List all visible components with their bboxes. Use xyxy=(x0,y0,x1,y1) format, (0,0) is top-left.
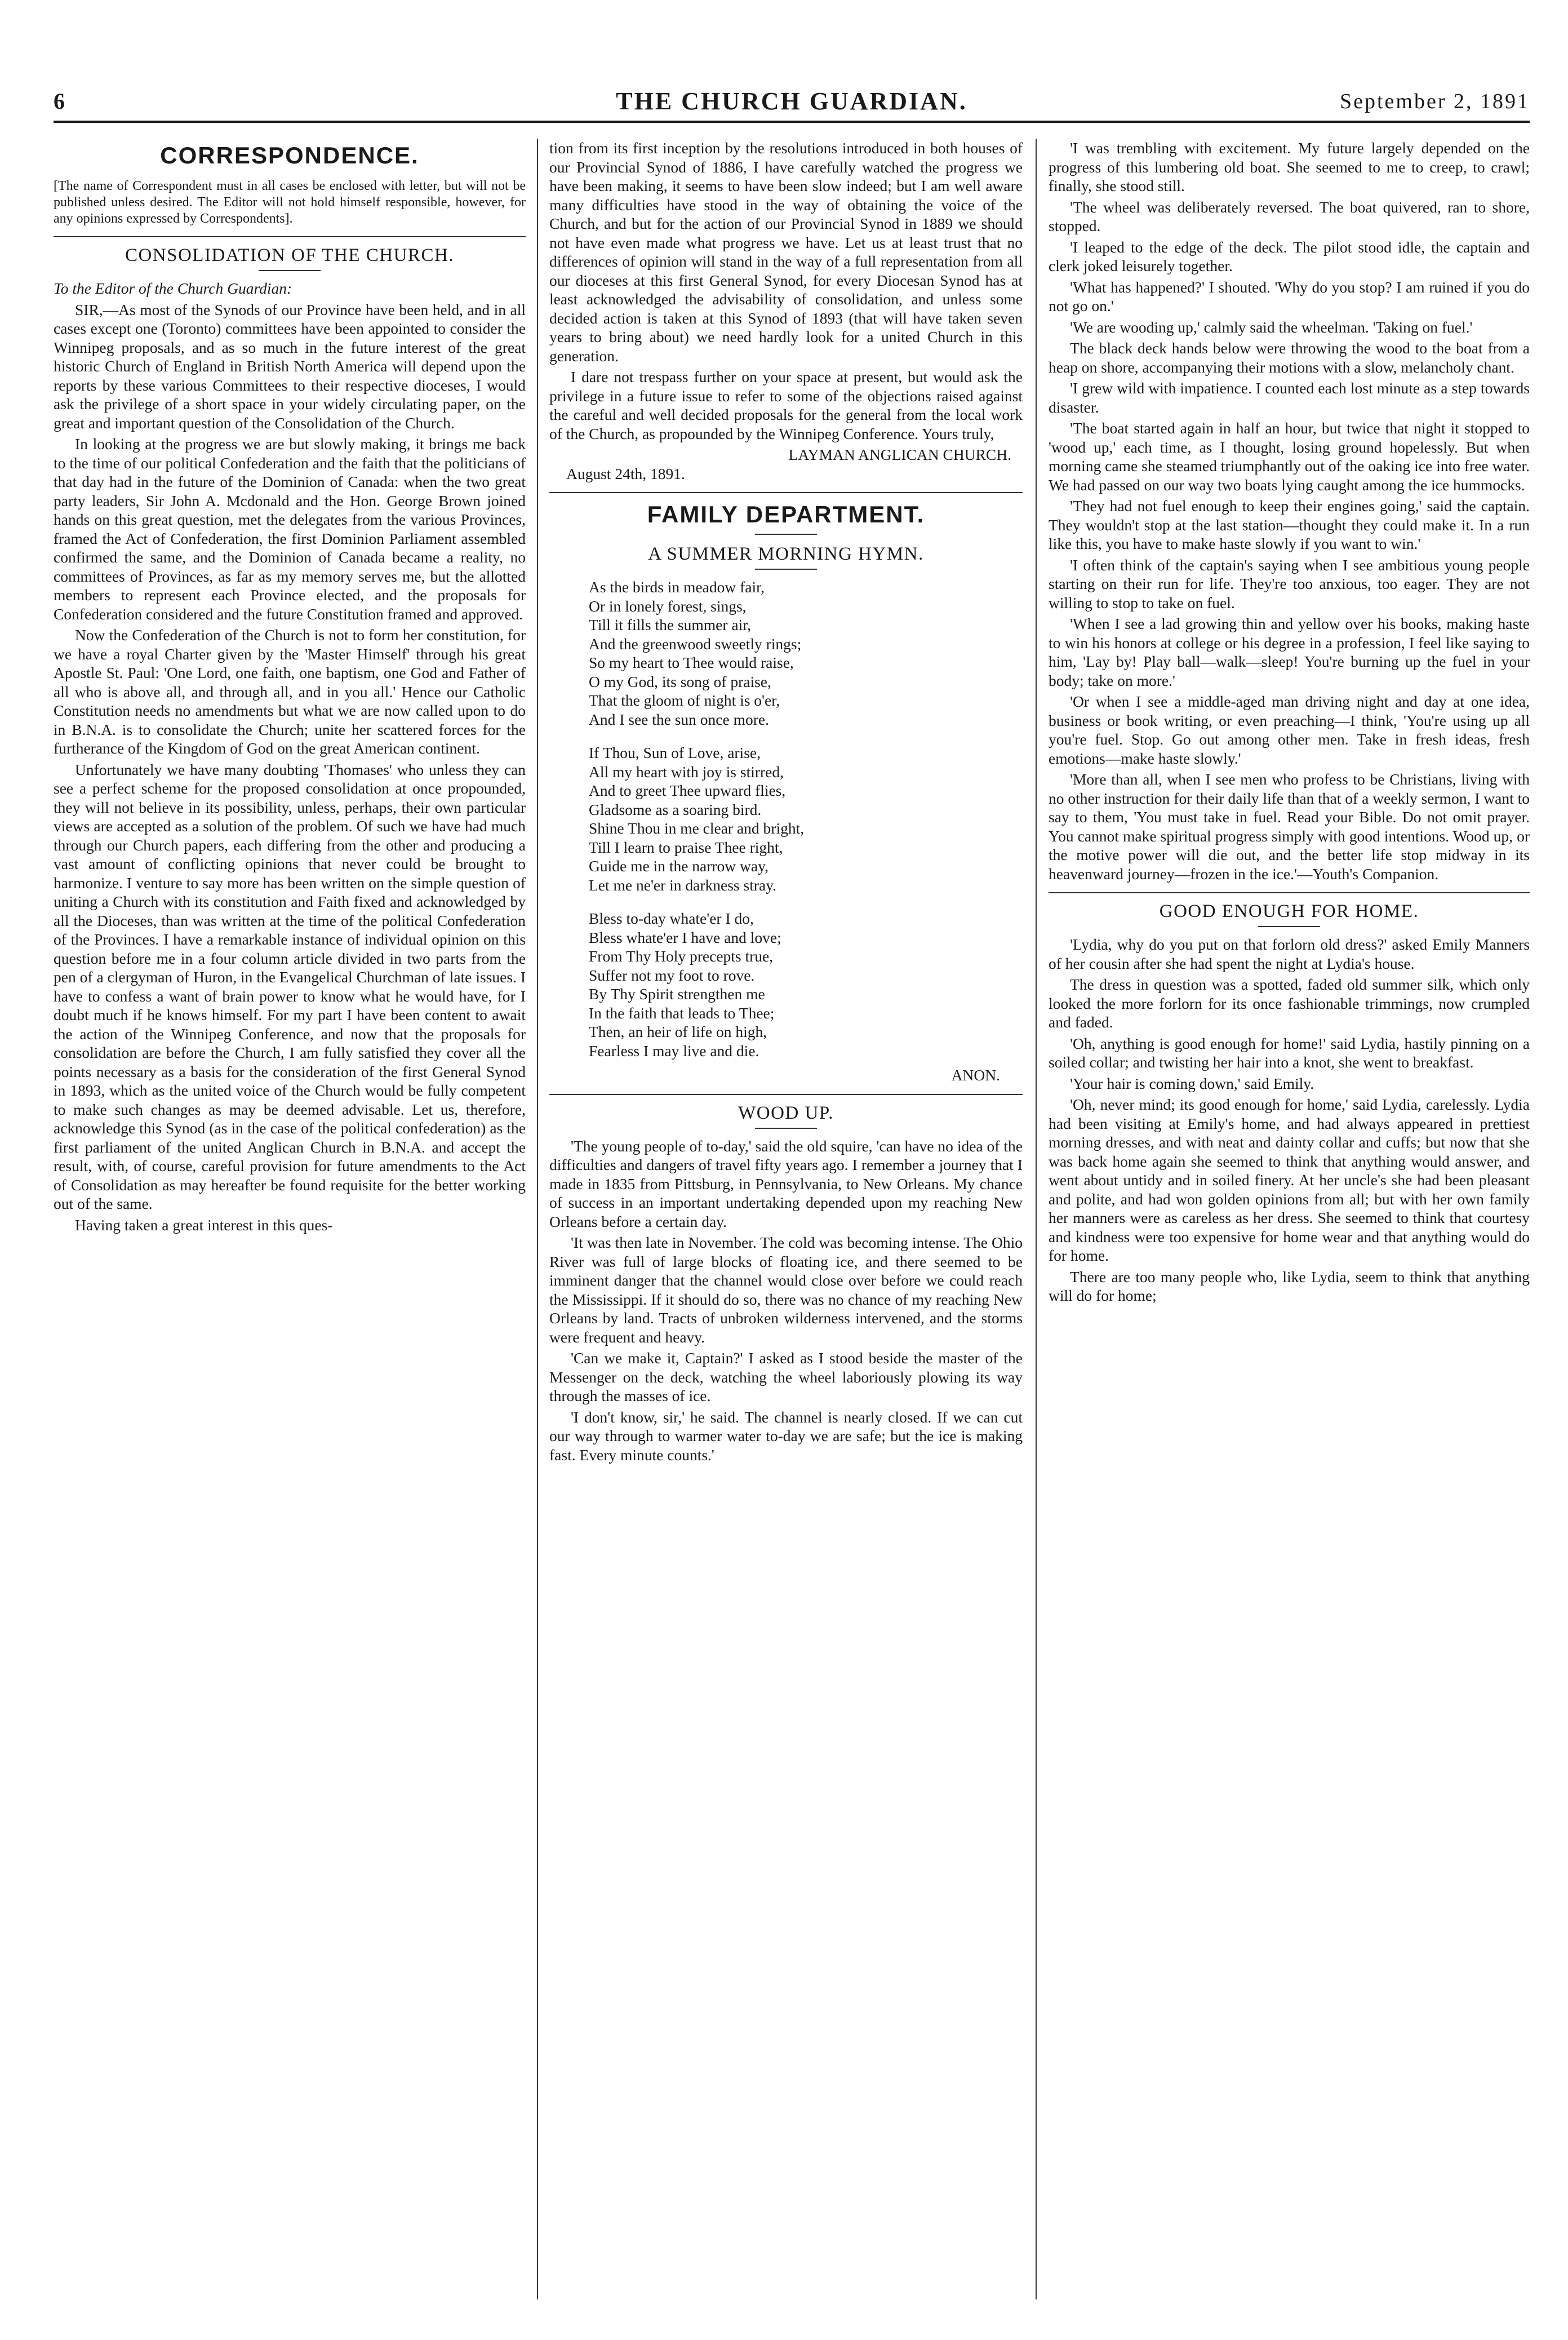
poem-line: Guide me in the narrow way, xyxy=(589,857,769,875)
poem-line: And I see the sun once more. xyxy=(589,710,769,728)
paragraph: In looking at the progress we are but slowly making, it brings me back to the time of our political Confederation and the faith that the politicians of that day had in the future of the Dominion of Canada: when the two great party leaders, Sir John A. Mcdonald and the Hon. George Brown joined hands on this great question, met the delegates from the various Provinces, framed the Act of Confederation, the first Dominion Parliament assembled confirmed the same, and the Dominion of Canada became a reality, no committees of Provinces, as far as my memory serves me, but the allotted members to represent each Province elected, and the proposals for Confederation considered and the future Constitution framed and approved. xyxy=(54,435,526,623)
paragraph: 'Or when I see a middle-aged man driving night and day at one idea, business or book writing, or even preaching—I think, 'You're using up all you're fuel. Stop. Go out among other men. Take in fresh ideas, fresh emotions—make haste slowly.' xyxy=(1049,693,1530,767)
poem-line: Till I learn to praise Thee right, xyxy=(589,838,783,856)
newspaper-title: THE CHURCH GUARDIAN. xyxy=(616,87,967,115)
letter-date: August 24th, 1891. xyxy=(566,464,685,482)
article-title: CONSOLIDATION OF THE CHURCH. xyxy=(125,245,455,265)
poem-line: If Thou, Sun of Love, arise, xyxy=(589,744,761,761)
paragraph: Unfortunately we have many doubting 'Thomases' who unless they can see a perfect scheme for the proposed consolidation at once propounded, they will not believe in its possibility, unless, perhaps, their own particular views are accepted as a solution of the problem. Of such we have had much through our Church papers, each differing from the other and producing a vast amount of conflicting opinions that never could be brought to harmonize. I venture to say more has been written on the simple question of uniting a Church with its constitution and Faith fixed and acknowledged by all the Dioceses, than was written at the time of the political Confederation of the Provinces. I have a remarkable instance of individual opinion on this question before me in a four column article divided in two parts from the pen of a clergyman of Huron, in the Evangelical Churchman of late issues. I have to confess a want of brain power to know what he would have, for I doubt much if he knows himself. For my part I have been content to await the action of the Winnipeg Conference, and now that the proposals for consolidation are before the Church, I am fully satisfied they cover all the points necessary as a basis for the consideration of the first General Synod in 1893, which as the united voice of the Church would be fully competent to make such changes as may be deemed advisable. Let us, therefore, acknowledge this Synod (as in the case of the political confederation) as the first parliament of the united Anglican Church in B.N.A. and accept the result, with, of course, careful provision for future amendments to the Act of Consolidation as may hereafter be found requisite for the better working out of the same. xyxy=(54,760,526,1212)
paragraph: 'Oh, never mind; its good enough for home,' said Lydia, carelessly. Lydia had been visiting at Emily's home, and had always appeared in prettiest morning dresses, and with neat and dainty collar and cuffs; but now that she was back home again she seemed to think that anything would answer, and went about untidy and in soiled finery. At her uncle's she had been pleasant and polite, and had won golden opinions from all; but with her own family her manners were as careless as her dress. She seemed to think that courtesy and kindness were too expensive for home wear and that anything would do for home. xyxy=(1049,1096,1530,1264)
stanza xyxy=(589,578,1023,729)
paragraph: 'The young people of to-day,' said the old squire, 'can have no idea of the difficulties and dangers of travel fifty years ago. I remember a journey that I made in 1835 from Pittsburg, in Pennsylvania, to New Orleans. My chance of success in an important undertaking depended upon my reaching New Orleans before a certain day. xyxy=(549,1137,1023,1230)
poem-line: That the gloom of night is o'er, xyxy=(589,692,780,709)
divider xyxy=(1258,926,1320,927)
poem-line: Then, an heir of life on high, xyxy=(589,1023,767,1040)
stanza xyxy=(589,909,1023,1060)
section-heading-family-department: FAMILY DEPARTMENT. xyxy=(647,501,925,528)
paragraph: 'I often think of the captain's saying when I see ambitious young people starting on their run for life. They're too anxious, too eager. They are not willing to stop to take on fuel. xyxy=(1049,556,1530,611)
paragraph: 'I don't know, sir,' he said. The channel is nearly closed. If we can cut our way through to warmer water to-day we are safe; but the ice is making fast. Every minute counts.' xyxy=(549,1408,1023,1464)
poem-line: Bless to-day whate'er I do, xyxy=(589,910,754,927)
paragraph: SIR,—As most of the Synods of our Province have been held, and in all cases except one (Toronto) committees have been appointed to consider the Winnipeg proposals, and as so much in the future interest of the great historic Church of England in British North America will depend upon the reports by these various Committees to their respective dioceses, I would ask the privilege of a short space in your widely circulating paper, on the great and important question of the Consolidation of the Church. xyxy=(54,300,526,432)
poem xyxy=(589,578,1023,1060)
poem-line: Or in lonely forest, sings, xyxy=(589,597,747,615)
poem-line: And the greenwood sweetly rings; xyxy=(589,635,802,653)
poem-line: O my God, its song of praise, xyxy=(589,672,771,690)
poem-line: Gladsome as a soaring bird. xyxy=(589,800,762,818)
column-rule xyxy=(1036,139,1037,2299)
column-1 xyxy=(54,139,526,2299)
paragraph: The dress in question was a spotted, faded old summer silk, which only looked the more forlorn for its once fashionable trimmings, now crumpled and faded. xyxy=(1049,976,1530,1031)
divider xyxy=(54,236,526,237)
column-3 xyxy=(1049,139,1530,2299)
poem-author: ANON. xyxy=(951,1066,1000,1084)
column-rule xyxy=(537,139,538,2299)
salutation: To the Editor of the Church Guardian: xyxy=(54,280,292,297)
paragraph: 'It was then late in November. The cold was becoming intense. The Ohio River was full of large blocks of floating ice, and there seemed to be imminent danger that the channel would close over before we could reach the Mississippi. If it should do so, there was no chance of my reaching New Orleans by land. Tracts of unbroken wilderness intervened, and the storms were frequent and heavy. xyxy=(549,1234,1023,1346)
poem-line: Suffer not my foot to rove. xyxy=(589,966,755,984)
poem-line: Shine Thou in me clear and bright, xyxy=(589,819,805,837)
paragraph: 'What has happened?' I shouted. 'Why do you stop? I am ruined if you do not go on.' xyxy=(1049,278,1530,314)
paragraph: 'When I see a lad growing thin and yellow over his books, making haste to win his honors at college or his degree in a profession, I feel like saying to him, 'Lay by! Play ball—walk—sleep! You're burning up the fuel in your body; take on more.' xyxy=(1049,615,1530,689)
poem-line: All my heart with joy is stirred, xyxy=(589,763,784,781)
divider xyxy=(549,1094,1023,1095)
paragraph: 'Can we make it, Captain?' I asked as I stood beside the master of the Messenger on the deck, watching the wheel laboriously plowing its way through the masses of ice. xyxy=(549,1349,1023,1404)
paragraph: I dare not trespass further on your space at present, but would ask the privilege in a future issue to refer to some of the objections raised against the careful and well decided proposals for the general from the local work of the Church, as propounded by the Winnipeg Conference. Yours truly, xyxy=(549,368,1023,442)
divider xyxy=(259,270,321,271)
poem-line: Till it fills the summer air, xyxy=(589,616,752,633)
letter-signature: LAYMAN ANGLICAN CHURCH. xyxy=(788,446,1011,463)
paragraph: 'They had not fuel enough to keep their engines going,' said the captain. They wouldn't stop at the last station—thought they could make it. In a run like this, you have to make haste slowly if you want to win.' xyxy=(1049,497,1530,552)
divider xyxy=(549,492,1023,493)
divider xyxy=(755,534,817,535)
poem-line: So my heart to Thee would raise, xyxy=(589,654,794,671)
poem-line: In the faith that leads to Thee; xyxy=(589,1004,775,1022)
poem-title: A SUMMER MORNING HYMN. xyxy=(648,544,924,564)
poem-line: By Thy Spirit strengthen me xyxy=(589,985,765,1003)
paragraph: 'Lydia, why do you put on that forlorn old dress?' asked Emily Manners of her cousin after she had spent the night at Lydia's house. xyxy=(1049,936,1530,972)
paragraph: 'We are wooding up,' calmly said the wheelman. 'Taking on fuel.' xyxy=(1070,318,1473,336)
divider xyxy=(755,569,817,570)
paragraph: 'I was trembling with excitement. My future largely depended on the progress of this lumbering old boat. She seemed to me to creep, to crawl; finally, she stood still. xyxy=(1049,139,1530,194)
paragraph: 'I grew wild with impatience. I counted each lost minute as a step towards disaster. xyxy=(1049,379,1530,416)
story-title: GOOD ENOUGH FOR HOME. xyxy=(1159,901,1419,921)
paragraph: There are too many people who, like Lydia, seem to think that anything will do for home; xyxy=(1049,1268,1530,1304)
poem-line: Let me ne'er in darkness stray. xyxy=(589,876,777,894)
poem-line: And to greet Thee upward flies, xyxy=(589,782,786,799)
paragraph: 'The wheel was deliberately reversed. The boat quivered, ran to shore, stopped. xyxy=(1049,198,1530,234)
section-heading-correspondence: CORRESPONDENCE. xyxy=(160,142,419,169)
stanza xyxy=(589,743,1023,894)
poem-line: Bless whate'er I have and love; xyxy=(589,928,781,946)
editor-notice: [The name of Correspondent must in all cases be enclosed with letter, but will not be published unless desired. The Editor will not hold himself responsible, however, for any opinions expressed by Correspondents]. xyxy=(54,179,526,226)
poem-line: As the birds in meadow fair, xyxy=(589,578,765,596)
paragraph: 'Oh, anything is good enough for home!' said Lydia, hastily pinning on a soiled collar; and twisting her hair into a knot, she went to breakfast. xyxy=(1049,1034,1530,1071)
story-title: WOOD UP. xyxy=(738,1102,834,1123)
paragraph: Now the Confederation of the Church is not to form her constitution, for we have a royal Charter given by the 'Master Himself' through his great Apostle St. Paul: 'One Lord, one faith, one baptism, one God and Father of all who is above all, and through all, and in you all.' Hence our Catholic Constitution needs no amendments but what we are now called upon to do in B.N.A. is to consolidate the Church; unite her scattered forces for the furtherance of the Kingdom of God on the great American continent. xyxy=(54,626,526,757)
issue-date: September 2, 1891 xyxy=(1339,90,1530,113)
page-number: 6 xyxy=(54,88,65,114)
divider xyxy=(755,1128,817,1129)
paragraph: The black deck hands below were throwing the wood to the boat from a heap on shore, accompanying their motions with a slow, melancholy chant. xyxy=(1049,339,1530,376)
paragraph: tion from its first inception by the resolutions introduced in both houses of our Provincial Synod of 1886, I have carefully watched the progress we have been making, it seems to have been slow indeed; but I am well aware many difficulties have stood in the way of obtaining the voice of the Church, and but for the action of our Provincial Synod in 1889 we should not have even made what progress we have. Let us at least trust that no differences of opinion will stand in the way of a full representation from all our dioceses at this first General Synod, for every Diocesan Synod has at least acknowledged the advisability of consolidation, and unless some decided action is taken at this Synod of 1893 (that will have taken seven years to bring about) we need hardly look for a united Church in this generation. xyxy=(549,139,1023,365)
poem-line: From Thy Holy precepts true, xyxy=(589,947,774,965)
paragraph: 'The boat started again in half an hour, but twice that night it stopped to 'wood up,' each time, as I thought, losing ground hopelessly. But when morning came she steamed triumphantly out of the oaking ice into free water. We had passed on our way two boats lying caught among the ice hummocks. xyxy=(1049,419,1530,494)
masthead xyxy=(54,85,1530,123)
paragraph: 'I leaped to the edge of the deck. The pilot stood idle, the captain and clerk joked leisurely together. xyxy=(1049,238,1530,274)
poem-line: Fearless I may live and die. xyxy=(589,1042,759,1060)
paragraph: 'Your hair is coming down,' said Emily. xyxy=(1070,1074,1314,1092)
divider xyxy=(1049,892,1530,893)
paragraph: 'More than all, when I see men who profess to be Christians, living with no other instruction for their daily life than that of a weekly sermon, I want to say to them, 'You must take in fuel. Read your Bible. Do not omit prayer. You cannot make spiritual progress simply with good intentions. Wood up, or the motive power will die out, and the better life stop midway in its heavenward journey—frozen in the ice.'—Youth's Companion. xyxy=(1049,770,1530,883)
paragraph: Having taken a great interest in this ques- xyxy=(75,1216,333,1234)
newspaper-page xyxy=(54,85,1530,2299)
column-2 xyxy=(549,139,1023,2299)
